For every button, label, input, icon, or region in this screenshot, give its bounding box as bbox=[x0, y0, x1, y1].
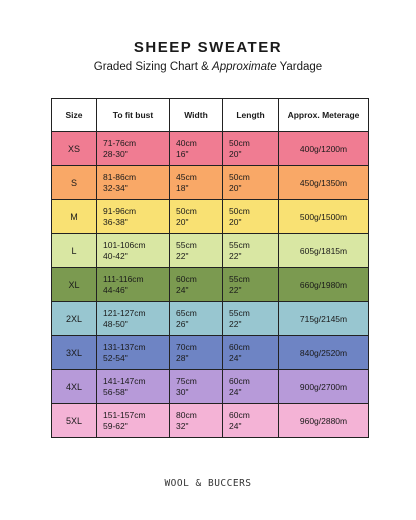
table-row bbox=[52, 268, 369, 302]
size-cell bbox=[52, 268, 97, 302]
meterage-value: 400g/1200m bbox=[299, 143, 348, 154]
bust-in: 59-62" bbox=[103, 420, 128, 431]
bust-cm: 81-86cm bbox=[103, 171, 137, 182]
width-cm: 70cm bbox=[176, 341, 197, 352]
width-in: 30" bbox=[176, 386, 189, 397]
meterage-cell bbox=[279, 302, 369, 336]
meterage-cell bbox=[279, 404, 369, 438]
header-meterage: Approx. Meterage bbox=[279, 99, 369, 132]
table-row bbox=[52, 166, 369, 200]
table-row bbox=[52, 370, 369, 404]
bust-cell bbox=[97, 302, 170, 336]
width-in: 16" bbox=[176, 148, 189, 159]
width-cm: 40cm bbox=[176, 137, 197, 148]
width-cell bbox=[170, 132, 223, 166]
subtitle-text: Graded Sizing Chart & bbox=[93, 61, 213, 73]
length-cell bbox=[223, 336, 279, 370]
subtitle-emphasis: Approximate bbox=[212, 61, 277, 73]
size-cell bbox=[52, 302, 97, 336]
bust-cell bbox=[97, 404, 170, 438]
length-cell bbox=[223, 200, 279, 234]
width-cell bbox=[170, 234, 223, 268]
width-in: 20" bbox=[176, 216, 189, 227]
length-in: 20" bbox=[229, 182, 242, 193]
length-in: 24" bbox=[229, 386, 242, 397]
meterage-value: 900g/2700m bbox=[299, 381, 348, 392]
meterage-value: 840g/2520m bbox=[299, 347, 348, 358]
length-cm: 50cm bbox=[229, 171, 250, 182]
meterage-cell bbox=[279, 268, 369, 302]
bust-in: 48-50" bbox=[103, 318, 128, 329]
width-in: 18" bbox=[176, 182, 189, 193]
size-label: 2XL bbox=[65, 313, 82, 324]
header-length: Length bbox=[223, 99, 279, 132]
table-row bbox=[52, 336, 369, 370]
length-cell bbox=[223, 268, 279, 302]
meterage-cell bbox=[279, 200, 369, 234]
table-row bbox=[52, 132, 369, 166]
width-in: 22" bbox=[176, 250, 189, 261]
width-cell bbox=[170, 302, 223, 336]
bust-cell bbox=[97, 370, 170, 404]
length-in: 24" bbox=[229, 352, 242, 363]
bust-in: 36-38" bbox=[103, 216, 128, 227]
size-cell bbox=[52, 370, 97, 404]
width-in: 28" bbox=[176, 352, 189, 363]
length-in: 22" bbox=[229, 284, 242, 295]
page-subtitle bbox=[0, 61, 416, 73]
length-cell bbox=[223, 302, 279, 336]
width-cell bbox=[170, 336, 223, 370]
width-cm: 65cm bbox=[176, 307, 197, 318]
length-cm: 60cm bbox=[229, 341, 250, 352]
header-bust: To fit bust bbox=[97, 99, 170, 132]
bust-cm: 71-76cm bbox=[103, 137, 137, 148]
size-label: 4XL bbox=[65, 381, 82, 392]
meterage-cell bbox=[279, 336, 369, 370]
length-cm: 50cm bbox=[229, 137, 250, 148]
bust-in: 28-30" bbox=[103, 148, 128, 159]
width-cell bbox=[170, 404, 223, 438]
length-cm: 50cm bbox=[229, 205, 250, 216]
bust-in: 44-46" bbox=[103, 284, 128, 295]
bust-cm: 121-127cm bbox=[103, 307, 146, 318]
bust-cm: 111-116cm bbox=[103, 273, 144, 284]
width-in: 32" bbox=[176, 420, 189, 431]
length-in: 20" bbox=[229, 216, 242, 227]
bust-in: 40-42" bbox=[103, 250, 128, 261]
width-cm: 45cm bbox=[176, 171, 197, 182]
meterage-value: 605g/1815m bbox=[299, 245, 348, 256]
meterage-value: 450g/1350m bbox=[299, 177, 348, 188]
bust-cell bbox=[97, 268, 170, 302]
length-cm: 55cm bbox=[229, 239, 250, 250]
header-width: Width bbox=[170, 99, 223, 132]
length-cm: 60cm bbox=[229, 375, 250, 386]
width-cell bbox=[170, 166, 223, 200]
meterage-cell bbox=[279, 132, 369, 166]
width-cm: 60cm bbox=[176, 273, 197, 284]
width-cm: 80cm bbox=[176, 409, 197, 420]
subtitle-text-end: Yardage bbox=[276, 61, 323, 73]
brand-name: WOOL & BUCCERS bbox=[164, 478, 252, 489]
size-cell bbox=[52, 200, 97, 234]
meterage-value: 500g/1500m bbox=[299, 211, 348, 222]
bust-in: 32-34" bbox=[103, 182, 128, 193]
length-cm: 60cm bbox=[229, 409, 250, 420]
length-cell bbox=[223, 132, 279, 166]
length-cell bbox=[223, 404, 279, 438]
meterage-cell bbox=[279, 370, 369, 404]
bust-cell bbox=[97, 132, 170, 166]
meterage-value: 660g/1980m bbox=[299, 279, 348, 290]
size-cell bbox=[52, 132, 97, 166]
table-row bbox=[52, 302, 369, 336]
length-cm: 55cm bbox=[229, 307, 250, 318]
length-in: 22" bbox=[229, 250, 242, 261]
bust-cm: 101-106cm bbox=[103, 239, 146, 250]
bust-cell bbox=[97, 234, 170, 268]
width-in: 26" bbox=[176, 318, 189, 329]
size-label: 3XL bbox=[65, 347, 82, 358]
table-row bbox=[52, 404, 369, 438]
size-cell bbox=[52, 234, 97, 268]
width-cm: 55cm bbox=[176, 239, 197, 250]
width-cell bbox=[170, 200, 223, 234]
width-in: 24" bbox=[176, 284, 189, 295]
bust-cell bbox=[97, 336, 170, 370]
length-cm: 55cm bbox=[229, 273, 250, 284]
size-cell bbox=[52, 166, 97, 200]
bust-cm: 141-147cm bbox=[103, 375, 146, 386]
page-title: SHEEP SWEATER bbox=[133, 39, 283, 56]
bust-in: 56-58" bbox=[103, 386, 128, 397]
width-cm: 75cm bbox=[176, 375, 197, 386]
size-label: XS bbox=[67, 143, 80, 154]
bust-in: 52-54" bbox=[103, 352, 128, 363]
size-label: XL bbox=[68, 279, 80, 290]
table-row bbox=[52, 234, 369, 268]
size-label: 5XL bbox=[65, 415, 82, 426]
header-size: Size bbox=[52, 99, 97, 132]
length-cell bbox=[223, 166, 279, 200]
size-cell bbox=[52, 336, 97, 370]
bust-cell bbox=[97, 200, 170, 234]
sizing-chart-table bbox=[51, 98, 369, 438]
bust-cm: 131-137cm bbox=[103, 341, 146, 352]
length-cell bbox=[223, 234, 279, 268]
meterage-cell bbox=[279, 234, 369, 268]
table-header-row bbox=[52, 99, 369, 132]
length-in: 20" bbox=[229, 148, 242, 159]
width-cm: 50cm bbox=[176, 205, 197, 216]
length-in: 24" bbox=[229, 420, 242, 431]
table-row bbox=[52, 200, 369, 234]
length-in: 22" bbox=[229, 318, 242, 329]
size-label: M bbox=[70, 211, 78, 222]
meterage-value: 960g/2880m bbox=[299, 415, 348, 426]
width-cell bbox=[170, 370, 223, 404]
bust-cell bbox=[97, 166, 170, 200]
size-label: S bbox=[70, 177, 77, 188]
brand-logo bbox=[0, 478, 416, 489]
bust-cm: 91-96cm bbox=[103, 205, 137, 216]
meterage-cell bbox=[279, 166, 369, 200]
bust-cm: 151-157cm bbox=[103, 409, 146, 420]
meterage-value: 715g/2145m bbox=[299, 313, 348, 324]
width-cell bbox=[170, 268, 223, 302]
length-cell bbox=[223, 370, 279, 404]
size-cell bbox=[52, 404, 97, 438]
size-label: L bbox=[71, 245, 77, 256]
